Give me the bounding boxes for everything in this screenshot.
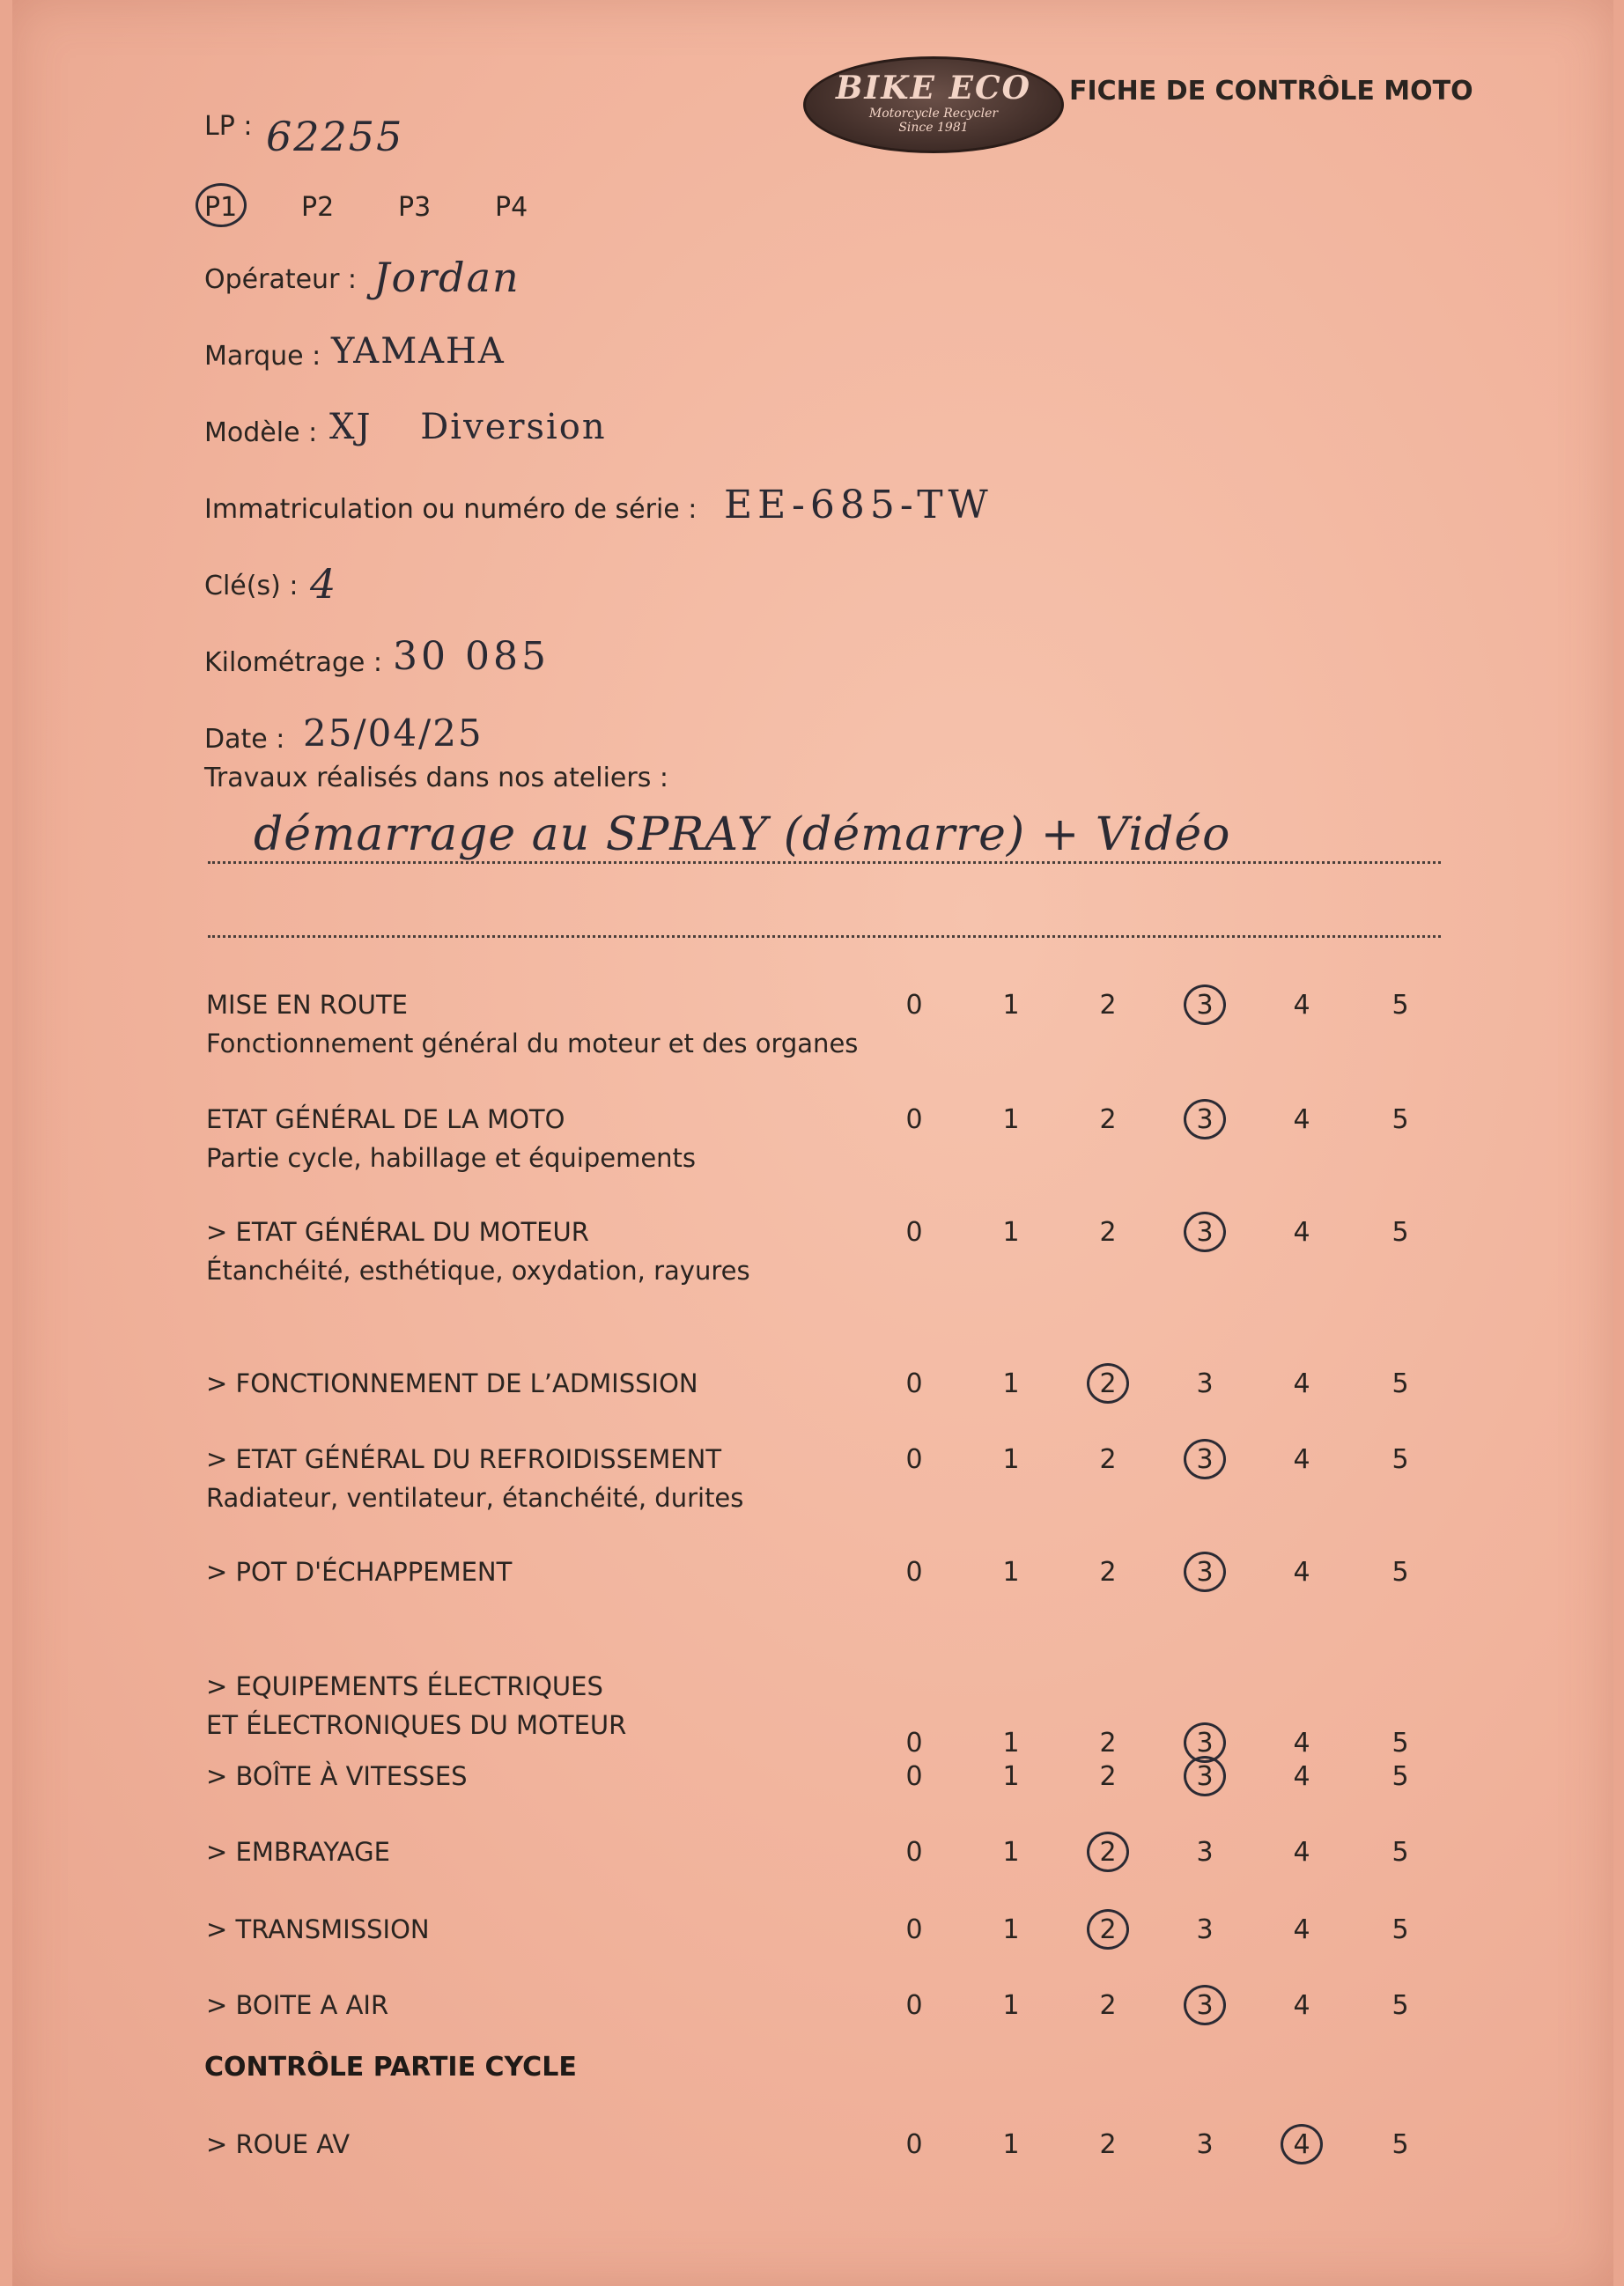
score-option[interactable] [1081, 2129, 1134, 2160]
check-title: > TRANSMISSION [206, 1914, 430, 1944]
score-option[interactable] [1374, 1990, 1427, 2021]
score-value: 4 [1293, 1368, 1310, 1399]
score-value: 5 [1391, 1444, 1409, 1475]
score-value: 5 [1391, 1368, 1409, 1399]
selected-score-circle [1087, 1363, 1129, 1404]
score-value: 0 [905, 1217, 923, 1248]
priority-option[interactable]: P2 [301, 192, 335, 223]
score-option[interactable] [1374, 1914, 1427, 1945]
score-option[interactable] [1081, 1217, 1134, 1248]
score-option[interactable] [1374, 1104, 1427, 1135]
logo-tagline-1: Motorcycle Recycler [868, 107, 999, 121]
score-option[interactable] [1178, 1368, 1231, 1399]
score-option[interactable] [1275, 1368, 1328, 1399]
score-option[interactable] [1178, 1728, 1231, 1759]
score-value: 4 [1293, 1914, 1310, 1945]
check-title: > ETAT GÉNÉRAL DU REFROIDISSEMENT [206, 1444, 722, 1474]
score-option[interactable] [985, 1217, 1037, 1248]
score-option[interactable] [1275, 1990, 1328, 2021]
score-option[interactable] [1275, 2129, 1328, 2160]
score-option[interactable] [985, 1444, 1037, 1475]
score-value: 4 [1293, 1557, 1310, 1588]
score-value: 3 [1196, 2129, 1214, 2160]
score-value: 4 [1293, 1217, 1310, 1248]
priority-option[interactable]: P3 [398, 192, 432, 223]
score-value: 4 [1293, 990, 1310, 1021]
score-value: 5 [1391, 1914, 1409, 1945]
score-value: 4 [1293, 1761, 1310, 1792]
score-value: 2 [1099, 1217, 1117, 1248]
score-option[interactable] [985, 2129, 1037, 2160]
score-value: 3 [1196, 1217, 1214, 1248]
selected-score-circle [1184, 984, 1226, 1025]
score-value: 2 [1099, 1990, 1117, 2021]
score-value: 3 [1196, 1557, 1214, 1588]
score-option[interactable] [1275, 1837, 1328, 1868]
kilometrage-value[interactable]: 30 085 [393, 634, 550, 679]
check-title: > EMBRAYAGE [206, 1837, 390, 1867]
score-value: 3 [1196, 1761, 1214, 1792]
score-value: 5 [1391, 1990, 1409, 2021]
score-value: 1 [1002, 2129, 1020, 2160]
score-value: 5 [1391, 990, 1409, 1021]
score-value: 3 [1196, 1837, 1214, 1868]
score-option[interactable] [1178, 1914, 1231, 1945]
score-value: 2 [1099, 1444, 1117, 1475]
check-title: ETAT GÉNÉRAL DE LA MOTO [206, 1104, 565, 1134]
score-value: 1 [1002, 1990, 1020, 2021]
score-value: 0 [905, 1990, 923, 2021]
checks-list [12, 0, 1613, 2286]
score-value: 5 [1391, 1761, 1409, 1792]
check-title: > ETAT GÉNÉRAL DU MOTEUR [206, 1217, 589, 1247]
score-value: 4 [1293, 1837, 1310, 1868]
score-option[interactable] [985, 1368, 1037, 1399]
score-option[interactable] [1178, 990, 1231, 1021]
score-value: 3 [1196, 990, 1214, 1021]
selected-score-circle [1184, 1212, 1226, 1252]
score-value: 0 [905, 1104, 923, 1135]
score-value: 2 [1099, 1728, 1117, 1759]
travaux-label: Travaux réalisés dans nos ateliers : [204, 763, 668, 793]
score-value: 1 [1002, 1557, 1020, 1588]
check-title: > BOÎTE À VITESSES [206, 1761, 468, 1791]
score-option[interactable] [888, 1990, 941, 2021]
score-value: 0 [905, 1837, 923, 1868]
score-value: 1 [1002, 1104, 1020, 1135]
score-option[interactable] [888, 1104, 941, 1135]
score-option[interactable] [1275, 1761, 1328, 1792]
score-option[interactable] [888, 1728, 941, 1759]
score-value: 3 [1196, 1990, 1214, 2021]
score-option[interactable] [1178, 1837, 1231, 1868]
score-option[interactable] [1275, 1444, 1328, 1475]
date-value[interactable]: 25/04/25 [303, 712, 484, 755]
score-value: 0 [905, 1728, 923, 1759]
score-value: 1 [1002, 1914, 1020, 1945]
score-option[interactable] [1081, 1837, 1134, 1868]
score-value: 2 [1099, 1104, 1117, 1135]
score-value: 5 [1391, 1557, 1409, 1588]
score-option[interactable] [1275, 1728, 1328, 1759]
score-option[interactable] [1081, 1990, 1134, 2021]
score-option[interactable] [1275, 1557, 1328, 1588]
immatriculation-value[interactable]: EE-685-TW [724, 483, 993, 527]
score-option[interactable] [985, 990, 1037, 1021]
score-option[interactable] [1081, 1444, 1134, 1475]
score-value: 1 [1002, 1217, 1020, 1248]
date-label: Date : [204, 724, 285, 755]
score-option[interactable] [1275, 1217, 1328, 1248]
score-option[interactable] [985, 1914, 1037, 1945]
section-title-cycle: CONTRÔLE PARTIE CYCLE [204, 2052, 577, 2083]
check-title: > POT D'ÉCHAPPEMENT [206, 1557, 513, 1587]
score-value: 0 [905, 1368, 923, 1399]
score-value: 1 [1002, 1837, 1020, 1868]
score-value: 0 [905, 2129, 923, 2160]
immatriculation-label: Immatriculation ou numéro de série : [204, 494, 698, 525]
score-option[interactable] [1275, 1914, 1328, 1945]
check-title: > EQUIPEMENTS ÉLECTRIQUES [206, 1671, 603, 1701]
score-value: 4 [1293, 1728, 1310, 1759]
score-option[interactable] [888, 2129, 941, 2160]
score-value: 3 [1196, 1728, 1214, 1759]
score-option[interactable] [985, 1728, 1037, 1759]
score-value: 0 [905, 1914, 923, 1945]
score-value: 4 [1293, 1444, 1310, 1475]
cles-label: Clé(s) : [204, 571, 299, 601]
selected-score-circle [1184, 1439, 1226, 1479]
score-option[interactable] [1081, 1914, 1134, 1945]
check-title: > ROUE AV [206, 2129, 351, 2159]
modele-value[interactable]: XJ Diversion [329, 407, 607, 447]
score-option[interactable] [1374, 1761, 1427, 1792]
operateur-label: Opérateur : [204, 264, 358, 295]
score-option[interactable] [1178, 2129, 1231, 2160]
score-value: 1 [1002, 1728, 1020, 1759]
check-subtitle: Partie cycle, habillage et équipements [206, 1143, 697, 1173]
score-option[interactable] [1178, 1557, 1231, 1588]
score-value: 2 [1099, 990, 1117, 1021]
score-option[interactable] [1081, 1761, 1134, 1792]
marque-label: Marque : [204, 341, 321, 372]
kilometrage-label: Kilométrage : [204, 647, 383, 678]
score-option[interactable] [1374, 1557, 1427, 1588]
score-value: 5 [1391, 1104, 1409, 1135]
score-value: 4 [1293, 1104, 1310, 1135]
check-subtitle: Étanchéité, esthétique, oxydation, rayures [206, 1256, 750, 1286]
priority-option[interactable]: P4 [495, 192, 528, 223]
cles-value[interactable]: 4 [310, 560, 338, 608]
score-option[interactable] [1081, 1557, 1134, 1588]
score-option[interactable] [985, 1990, 1037, 2021]
score-option[interactable] [1178, 1217, 1231, 1248]
score-option[interactable] [1275, 1104, 1328, 1135]
score-value: 1 [1002, 1444, 1020, 1475]
lp-value[interactable]: 62255 [266, 113, 404, 160]
score-option[interactable] [888, 1368, 941, 1399]
check-subtitle: Radiateur, ventilateur, étanchéité, durites [206, 1483, 744, 1513]
operateur-value[interactable]: Jordan [373, 254, 520, 301]
logo-tagline-2: Since 1981 [898, 121, 969, 135]
score-value: 2 [1099, 1914, 1117, 1945]
score-option[interactable] [985, 1557, 1037, 1588]
score-option[interactable] [1081, 1368, 1134, 1399]
score-value: 2 [1099, 1761, 1117, 1792]
score-option[interactable] [985, 1837, 1037, 1868]
logo-name: BIKE ECO [836, 70, 1031, 107]
check-subtitle: Fonctionnement général du moteur et des organes [206, 1029, 859, 1058]
score-option[interactable] [1178, 1990, 1231, 2021]
score-option[interactable] [888, 1837, 941, 1868]
score-option[interactable] [1275, 990, 1328, 1021]
score-value: 2 [1099, 1837, 1117, 1868]
score-value: 0 [905, 1557, 923, 1588]
score-option[interactable] [1081, 1728, 1134, 1759]
score-value: 5 [1391, 1217, 1409, 1248]
selected-score-circle [1281, 2124, 1323, 2164]
score-option[interactable] [1178, 1761, 1231, 1792]
score-option[interactable] [1178, 1104, 1231, 1135]
travaux-line-1[interactable]: démarrage au SPRAY (démarre) + Vidéo [254, 808, 1231, 861]
score-option[interactable] [1374, 2129, 1427, 2160]
selected-score-circle [1184, 1552, 1226, 1592]
check-title: MISE EN ROUTE [206, 990, 408, 1020]
score-option[interactable] [888, 1761, 941, 1792]
score-value: 2 [1099, 1368, 1117, 1399]
score-option[interactable] [1374, 1728, 1427, 1759]
selected-score-circle [1087, 1832, 1129, 1872]
score-value: 3 [1196, 1368, 1214, 1399]
score-option[interactable] [1081, 990, 1134, 1021]
score-value: 5 [1391, 2129, 1409, 2160]
score-option[interactable] [1374, 990, 1427, 1021]
check-subtitle: ET ÉLECTRONIQUES DU MOTEUR [206, 1710, 627, 1740]
score-value: 2 [1099, 1557, 1117, 1588]
selected-score-circle [1087, 1909, 1129, 1950]
score-option[interactable] [1178, 1444, 1231, 1475]
score-option[interactable] [1374, 1368, 1427, 1399]
selected-score-circle [1184, 1756, 1226, 1796]
score-value: 2 [1099, 2129, 1117, 2160]
score-value: 4 [1293, 1990, 1310, 2021]
marque-value[interactable]: YAMAHA [331, 331, 506, 372]
score-option[interactable] [1081, 1104, 1134, 1135]
score-option[interactable] [985, 1104, 1037, 1135]
score-option[interactable] [1374, 1217, 1427, 1248]
selected-score-circle [1184, 1985, 1226, 2025]
score-value: 4 [1293, 2129, 1310, 2160]
score-value: 3 [1196, 1914, 1214, 1945]
check-title: > BOITE A AIR [206, 1990, 389, 2020]
score-option[interactable] [1374, 1837, 1427, 1868]
score-option[interactable] [888, 1914, 941, 1945]
score-value: 3 [1196, 1104, 1214, 1135]
score-option[interactable] [888, 1444, 941, 1475]
score-value: 0 [905, 1761, 923, 1792]
score-option[interactable] [888, 1217, 941, 1248]
score-value: 1 [1002, 990, 1020, 1021]
modele-label: Modèle : [204, 417, 318, 448]
score-value: 3 [1196, 1444, 1214, 1475]
control-sheet [12, 0, 1613, 2286]
priority-option[interactable]: P1 [204, 192, 238, 223]
score-value: 5 [1391, 1728, 1409, 1759]
score-value: 1 [1002, 1761, 1020, 1792]
score-value: 1 [1002, 1368, 1020, 1399]
score-option[interactable] [888, 1557, 941, 1588]
score-option[interactable] [985, 1761, 1037, 1792]
score-option[interactable] [1374, 1444, 1427, 1475]
check-title: > FONCTIONNEMENT DE L’ADMISSION [206, 1368, 698, 1398]
score-option[interactable] [888, 990, 941, 1021]
score-value: 5 [1391, 1837, 1409, 1868]
score-value: 0 [905, 1444, 923, 1475]
selected-score-circle [1184, 1099, 1226, 1139]
lp-label: LP : [204, 111, 253, 142]
score-value: 0 [905, 990, 923, 1021]
sheet-title: FICHE DE CONTRÔLE MOTO [1069, 76, 1473, 107]
